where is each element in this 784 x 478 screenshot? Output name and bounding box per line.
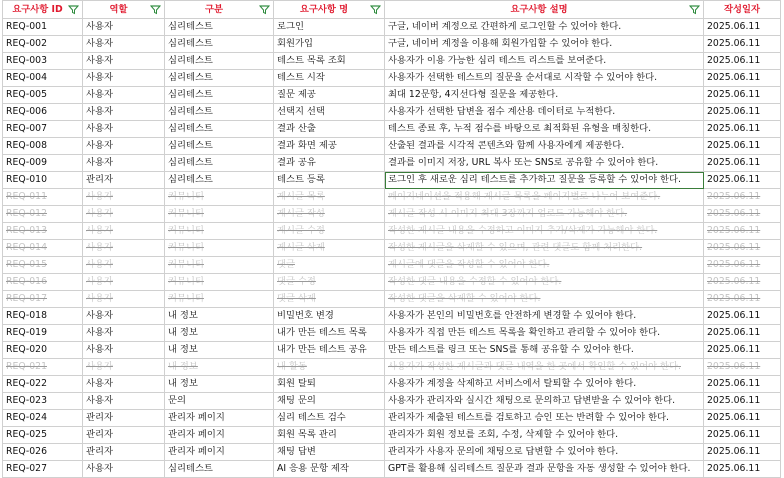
cell-category[interactable]: 내 정보 — [165, 308, 274, 325]
col-header-label: 작성일자 — [724, 3, 760, 15]
cell-date[interactable]: 2025.06.11 — [704, 427, 781, 444]
cell-description[interactable]: 사용자가 선택한 테스트의 질문을 순서대로 시작할 수 있어야 한다. — [385, 70, 704, 87]
cell-description[interactable]: 게시글 작성 시 이미지 최대 3장까지 업로드 가능해야 한다. — [385, 206, 704, 223]
cell-category[interactable]: 심리테스트 — [165, 104, 274, 121]
table-row[interactable] — [3, 138, 781, 155]
cell-id[interactable]: REQ-021 — [3, 359, 83, 376]
table-row[interactable] — [3, 223, 781, 240]
cell-role[interactable]: 사용자 — [83, 206, 165, 223]
table-row[interactable] — [3, 308, 781, 325]
table-row[interactable] — [3, 427, 781, 444]
requirements-table — [2, 0, 781, 478]
table-row[interactable] — [3, 257, 781, 274]
cell-description[interactable]: 작성한 댓글 내용을 수정할 수 있어야 한다. — [385, 274, 704, 291]
table-row[interactable] — [3, 444, 781, 461]
cell-category[interactable]: 심리테스트 — [165, 461, 274, 478]
cell-description[interactable]: 만든 테스트를 링크 또는 SNS를 통해 공유할 수 있어야 한다. — [385, 342, 704, 359]
cell-description[interactable]: 구글, 네이버 계정으로 간편하게 로그인할 수 있어야 한다. — [385, 19, 704, 36]
cell-id[interactable]: REQ-017 — [3, 291, 83, 308]
cell-name[interactable]: 테스트 목록 조회 — [274, 53, 385, 70]
cell-name[interactable]: 질문 제공 — [274, 87, 385, 104]
col-header-role[interactable] — [83, 1, 165, 19]
cell-id[interactable]: REQ-022 — [3, 376, 83, 393]
cell-description[interactable]: 사용자가 이용 가능한 심리 테스트 리스트를 보여준다. — [385, 53, 704, 70]
cell-role[interactable]: 관리자 — [83, 427, 165, 444]
cell-category[interactable]: 커뮤니티 — [165, 240, 274, 257]
cell-description[interactable]: 산출된 결과를 시각적 콘텐츠와 함께 사용자에게 제공한다. — [385, 138, 704, 155]
cell-name[interactable]: 댓글 수정 — [274, 274, 385, 291]
cell-name[interactable]: 로그인 — [274, 19, 385, 36]
table-row[interactable] — [3, 189, 781, 206]
cell-category[interactable]: 심리테스트 — [165, 138, 274, 155]
col-header-name[interactable] — [274, 1, 385, 19]
cell-date[interactable]: 2025.06.11 — [704, 223, 781, 240]
table-row[interactable] — [3, 410, 781, 427]
col-header-id[interactable] — [3, 1, 83, 19]
cell-role[interactable]: 사용자 — [83, 359, 165, 376]
cell-date[interactable]: 2025.06.11 — [704, 19, 781, 36]
cell-date[interactable]: 2025.06.11 — [704, 121, 781, 138]
cell-role[interactable]: 사용자 — [83, 87, 165, 104]
cell-category[interactable]: 커뮤니티 — [165, 257, 274, 274]
table-row[interactable] — [3, 70, 781, 87]
cell-id[interactable]: REQ-008 — [3, 138, 83, 155]
cell-name[interactable]: 게시글 삭제 — [274, 240, 385, 257]
cell-date[interactable]: 2025.06.11 — [704, 376, 781, 393]
cell-description[interactable]: 작성한 게시글을 삭제할 수 있으며, 관련 댓글도 함께 처리한다. — [385, 240, 704, 257]
cell-category[interactable]: 커뮤니티 — [165, 189, 274, 206]
cell-category[interactable]: 내 정보 — [165, 376, 274, 393]
cell-date[interactable]: 2025.06.11 — [704, 36, 781, 53]
cell-name[interactable]: 내 활동 — [274, 359, 385, 376]
cell-description[interactable]: 구글, 네이버 계정을 이용해 회원가입할 수 있어야 한다. — [385, 36, 704, 53]
table-row[interactable] — [3, 36, 781, 53]
cell-description[interactable]: 작성한 댓글을 삭제할 수 있어야 한다. — [385, 291, 704, 308]
cell-category[interactable]: 관리자 페이지 — [165, 410, 274, 427]
table-row[interactable] — [3, 206, 781, 223]
cell-name[interactable]: 채팅 문의 — [274, 393, 385, 410]
cell-id[interactable]: REQ-023 — [3, 393, 83, 410]
cell-name[interactable]: 결과 산출 — [274, 121, 385, 138]
cell-id[interactable]: REQ-026 — [3, 444, 83, 461]
cell-name[interactable]: 회원 탈퇴 — [274, 376, 385, 393]
cell-id[interactable]: REQ-015 — [3, 257, 83, 274]
cell-role[interactable]: 사용자 — [83, 223, 165, 240]
cell-date[interactable]: 2025.06.11 — [704, 444, 781, 461]
cell-description[interactable]: 관리자가 제출된 테스트를 검토하고 승인 또는 반려할 수 있어야 한다. — [385, 410, 704, 427]
col-header-label: 역할 — [109, 3, 128, 15]
col-header-label: 구분 — [205, 3, 223, 15]
cell-category[interactable]: 심리테스트 — [165, 121, 274, 138]
cell-name[interactable]: 게시글 수정 — [274, 223, 385, 240]
table-row[interactable] — [3, 172, 781, 189]
cell-description[interactable]: 결과를 이미지 저장, URL 복사 또는 SNS로 공유할 수 있어야 한다. — [385, 155, 704, 172]
cell-description[interactable]: 관리자가 사용자 문의에 채팅으로 답변할 수 있어야 한다. — [385, 444, 704, 461]
cell-category[interactable]: 커뮤니티 — [165, 206, 274, 223]
col-header-label: 요구사항 ID — [12, 3, 63, 15]
cell-role[interactable]: 사용자 — [83, 291, 165, 308]
cell-role[interactable]: 사용자 — [83, 342, 165, 359]
table-row[interactable] — [3, 53, 781, 70]
cell-description[interactable]: 관리자가 회원 정보를 조회, 수정, 삭제할 수 있어야 한다. — [385, 427, 704, 444]
cell-description[interactable]: GPT를 활용해 심리테스트 질문과 결과 문항을 자동 생성할 수 있어야 한다. — [385, 461, 704, 478]
cell-category[interactable]: 심리테스트 — [165, 70, 274, 87]
cell-id[interactable]: REQ-002 — [3, 36, 83, 53]
cell-date[interactable]: 2025.06.11 — [704, 189, 781, 206]
cell-role[interactable]: 사용자 — [83, 274, 165, 291]
table-row[interactable] — [3, 359, 781, 376]
cell-date[interactable]: 2025.06.11 — [704, 359, 781, 376]
cell-name[interactable]: 테스트 시작 — [274, 70, 385, 87]
cell-category[interactable]: 심리테스트 — [165, 19, 274, 36]
cell-name[interactable]: 게시글 작성 — [274, 206, 385, 223]
cell-role[interactable]: 관리자 — [83, 172, 165, 189]
cell-date[interactable]: 2025.06.11 — [704, 410, 781, 427]
cell-category[interactable]: 커뮤니티 — [165, 274, 274, 291]
cell-date[interactable]: 2025.06.11 — [704, 138, 781, 155]
col-header-label: 요구사항 설명 — [510, 3, 568, 15]
cell-category[interactable]: 내 정보 — [165, 325, 274, 342]
cell-date[interactable]: 2025.06.11 — [704, 291, 781, 308]
cell-date[interactable]: 2025.06.11 — [704, 70, 781, 87]
cell-id[interactable]: REQ-006 — [3, 104, 83, 121]
cell-date[interactable]: 2025.06.11 — [704, 274, 781, 291]
cell-role[interactable]: 사용자 — [83, 189, 165, 206]
table-row[interactable] — [3, 87, 781, 104]
cell-description[interactable]: 사용자가 선택한 답변을 점수 계산용 데이터로 누적한다. — [385, 104, 704, 121]
table-row[interactable] — [3, 342, 781, 359]
cell-category[interactable]: 관리자 페이지 — [165, 427, 274, 444]
cell-role[interactable]: 관리자 — [83, 444, 165, 461]
table-row[interactable] — [3, 291, 781, 308]
cell-date[interactable]: 2025.06.11 — [704, 53, 781, 70]
cell-description[interactable]: 사용자가 직접 만든 테스트 목록을 확인하고 관리할 수 있어야 한다. — [385, 325, 704, 342]
cell-name[interactable]: AI 응용 문항 제작 — [274, 461, 385, 478]
cell-role[interactable]: 사용자 — [83, 19, 165, 36]
cell-id[interactable]: REQ-013 — [3, 223, 83, 240]
cell-category[interactable]: 내 정보 — [165, 342, 274, 359]
cell-role[interactable]: 사용자 — [83, 121, 165, 138]
cell-date[interactable]: 2025.06.11 — [704, 257, 781, 274]
table-row[interactable] — [3, 461, 781, 478]
cell-id[interactable]: REQ-011 — [3, 189, 83, 206]
cell-date[interactable]: 2025.06.11 — [704, 87, 781, 104]
table-row[interactable] — [3, 274, 781, 291]
table-row[interactable] — [3, 19, 781, 36]
cell-name[interactable]: 회원가입 — [274, 36, 385, 53]
cell-category[interactable]: 문의 — [165, 393, 274, 410]
col-header-date[interactable] — [704, 1, 781, 19]
cell-date[interactable]: 2025.06.11 — [704, 393, 781, 410]
cell-name[interactable]: 게시글 목록 — [274, 189, 385, 206]
col-header-label: 요구사항 명 — [299, 3, 349, 15]
cell-id[interactable]: REQ-001 — [3, 19, 83, 36]
cell-id[interactable]: REQ-020 — [3, 342, 83, 359]
cell-name[interactable]: 회원 목록 관리 — [274, 427, 385, 444]
cell-description[interactable]: 사용자가 계정을 삭제하고 서비스에서 탈퇴할 수 있어야 한다. — [385, 376, 704, 393]
cell-description[interactable]: 페이지네이션을 적용해 게시글 목록을 페이지별로 나누어 보여준다. — [385, 189, 704, 206]
filter-icon[interactable] — [259, 4, 270, 15]
cell-role[interactable]: 사용자 — [83, 325, 165, 342]
cell-role[interactable]: 사용자 — [83, 104, 165, 121]
col-header-description[interactable] — [385, 1, 704, 19]
cell-date[interactable]: 2025.06.11 — [704, 155, 781, 172]
cell-id[interactable]: REQ-007 — [3, 121, 83, 138]
cell-date[interactable]: 2025.06.11 — [704, 308, 781, 325]
cell-name[interactable]: 댓글 — [274, 257, 385, 274]
cell-role[interactable]: 사용자 — [83, 240, 165, 257]
cell-role[interactable]: 사용자 — [83, 376, 165, 393]
table-row[interactable] — [3, 325, 781, 342]
cell-id[interactable]: REQ-005 — [3, 87, 83, 104]
col-header-category[interactable] — [165, 1, 274, 19]
cell-date[interactable]: 2025.06.11 — [704, 240, 781, 257]
cell-category[interactable]: 관리자 페이지 — [165, 444, 274, 461]
cell-category[interactable]: 커뮤니티 — [165, 291, 274, 308]
table-body — [3, 19, 781, 478]
cell-id[interactable]: REQ-012 — [3, 206, 83, 223]
cell-id[interactable]: REQ-009 — [3, 155, 83, 172]
cell-category[interactable]: 심리테스트 — [165, 36, 274, 53]
cell-id[interactable]: REQ-003 — [3, 53, 83, 70]
cell-id[interactable]: REQ-024 — [3, 410, 83, 427]
cell-category[interactable]: 심리테스트 — [165, 53, 274, 70]
cell-role[interactable]: 사용자 — [83, 155, 165, 172]
cell-role[interactable]: 사용자 — [83, 461, 165, 478]
cell-role[interactable]: 관리자 — [83, 410, 165, 427]
cell-category[interactable]: 심리테스트 — [165, 87, 274, 104]
cell-role[interactable]: 사용자 — [83, 138, 165, 155]
cell-date[interactable]: 2025.06.11 — [704, 206, 781, 223]
cell-id[interactable]: REQ-027 — [3, 461, 83, 478]
cell-name[interactable]: 심리 테스트 검수 — [274, 410, 385, 427]
cell-name[interactable]: 선택지 선택 — [274, 104, 385, 121]
cell-name[interactable]: 내가 만든 테스트 목록 — [274, 325, 385, 342]
cell-name[interactable]: 결과 화면 제공 — [274, 138, 385, 155]
cell-date[interactable]: 2025.06.11 — [704, 342, 781, 359]
cell-category[interactable]: 심리테스트 — [165, 172, 274, 189]
cell-category[interactable]: 내 정보 — [165, 359, 274, 376]
table-row[interactable] — [3, 393, 781, 410]
cell-date[interactable]: 2025.06.11 — [704, 325, 781, 342]
table-row[interactable] — [3, 240, 781, 257]
cell-id[interactable]: REQ-018 — [3, 308, 83, 325]
cell-name[interactable]: 내가 만든 테스트 공유 — [274, 342, 385, 359]
cell-description[interactable]: 사용자가 작성한 게시글과 댓글 내역을 한 곳에서 확인할 수 있어야 한다. — [385, 359, 704, 376]
cell-name[interactable]: 비밀번호 변경 — [274, 308, 385, 325]
table-row[interactable] — [3, 376, 781, 393]
cell-description[interactable]: 사용자가 관리자와 실시간 채팅으로 문의하고 답변받을 수 있어야 한다. — [385, 393, 704, 410]
cell-description[interactable]: 테스트 종료 후, 누적 점수를 바탕으로 최적화된 유형을 매칭한다. — [385, 121, 704, 138]
cell-role[interactable]: 사용자 — [83, 308, 165, 325]
cell-date[interactable]: 2025.06.11 — [704, 461, 781, 478]
header-row — [3, 1, 781, 19]
filter-icon[interactable] — [370, 4, 381, 15]
table-row[interactable] — [3, 155, 781, 172]
cell-role[interactable]: 사용자 — [83, 36, 165, 53]
cell-description[interactable]: 최대 12문항, 4지선다형 질문을 제공한다. — [385, 87, 704, 104]
cell-name[interactable]: 테스트 등록 — [274, 172, 385, 189]
cell-role[interactable]: 사용자 — [83, 393, 165, 410]
cell-date[interactable]: 2025.06.11 — [704, 104, 781, 121]
cell-name[interactable]: 결과 공유 — [274, 155, 385, 172]
cell-id[interactable]: REQ-004 — [3, 70, 83, 87]
cell-description[interactable]: 사용자가 본인의 비밀번호를 안전하게 변경할 수 있어야 한다. — [385, 308, 704, 325]
cell-id[interactable]: REQ-010 — [3, 172, 83, 189]
cell-name[interactable]: 채팅 답변 — [274, 444, 385, 461]
cell-description[interactable]: 로그인 후 새로운 심리 테스트를 추가하고 질문을 등록할 수 있어야 한다. — [385, 172, 704, 189]
filter-icon[interactable] — [689, 4, 700, 15]
cell-name[interactable]: 댓글 삭제 — [274, 291, 385, 308]
table-row[interactable] — [3, 121, 781, 138]
cell-date[interactable]: 2025.06.11 — [704, 172, 781, 189]
cell-role[interactable]: 사용자 — [83, 257, 165, 274]
filter-icon[interactable] — [68, 4, 79, 15]
cell-id[interactable]: REQ-016 — [3, 274, 83, 291]
cell-description[interactable]: 게시글에 댓글을 작성할 수 있어야 한다. — [385, 257, 704, 274]
cell-role[interactable]: 사용자 — [83, 70, 165, 87]
cell-category[interactable]: 심리테스트 — [165, 155, 274, 172]
cell-id[interactable]: REQ-019 — [3, 325, 83, 342]
cell-role[interactable]: 사용자 — [83, 53, 165, 70]
cell-id[interactable]: REQ-025 — [3, 427, 83, 444]
cell-category[interactable]: 커뮤니티 — [165, 223, 274, 240]
filter-icon[interactable] — [150, 4, 161, 15]
table-row[interactable] — [3, 104, 781, 121]
cell-description[interactable]: 작성한 게시글 내용을 수정하고 이미지 추가/삭제가 가능해야 한다. — [385, 223, 704, 240]
cell-id[interactable]: REQ-014 — [3, 240, 83, 257]
